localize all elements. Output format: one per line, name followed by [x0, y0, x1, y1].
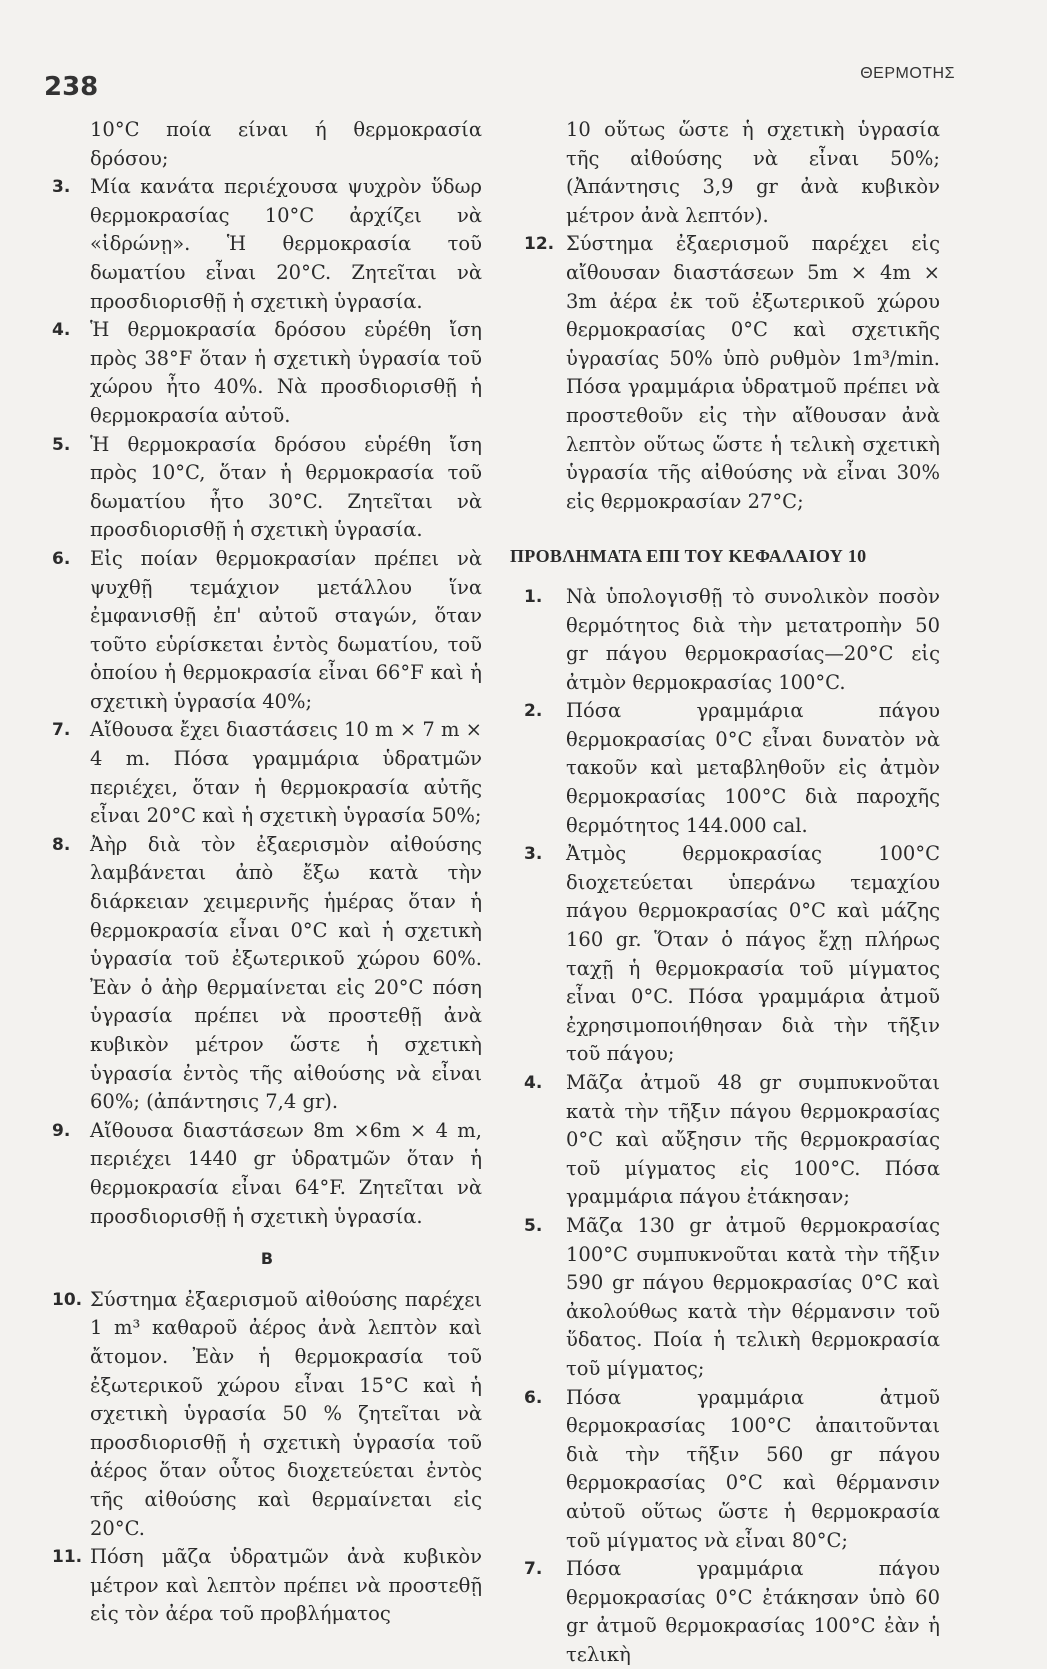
chapter-heading: ΠΡΟΒΛΗΜΑΤΑ ΕΠΙ ΤΟΥ ΚΕΦΑΛΑΙΟΥ 10 — [510, 546, 867, 567]
problem-number: 6. — [524, 1387, 543, 1408]
chapter-problem-5 — [510, 1212, 940, 1384]
problem-9 — [52, 1117, 482, 1231]
right-column — [510, 116, 940, 1669]
problem-number: 4. — [52, 320, 71, 341]
problem-3 — [52, 173, 482, 316]
problem-7 — [52, 716, 482, 830]
chapter-problem-4 — [510, 1069, 940, 1212]
problem-text: Ἀτμὸς θερμοκρασίας 100°C διοχετεύεται ὑπεράνω τεμαχίου πάγου θερμοκρασίας 0°C καὶ μάζης 160 gr. Ὅταν ὁ πάγος ἔχῃ πλήρως ταχῇ ἡ θερμοκρασία τοῦ μίγματος εἶναι 0°C. Πόσα γραμμάρια ἀτμοῦ ἐχρησιμοποιήθησαν διὰ τὴν τῆξιν τοῦ πάγου; — [566, 842, 940, 1066]
problem-text: Νὰ ὑπολογισθῇ τὸ συνολικὸν ποσὸν θερμότητος διὰ τὴν μετατροπὴν 50 gr πάγου θερμοκρασίας—20°C εἰς ἀτμὸν θερμοκρασίας 100°C. — [566, 584, 940, 694]
problem-text: Μᾶζα ἀτμοῦ 48 gr συμπυκνοῦται κατὰ τὴν τῆξιν πάγου θερμοκρασίας 0°C καὶ αὔξησιν τῆς θερμοκρασίας τοῦ μίγματος εἰς 100°C. Πόσα γραμμάρια πάγου ἐτάκησαν; — [566, 1071, 940, 1209]
problem-text: Πόσα γραμμάρια πάγου θερμοκρασίας 0°C ἐτάκησαν ὑπὸ 60 gr ἀτμοῦ θερμοκρασίας 100°C ἐὰν ἡ τελικὴ — [566, 1557, 940, 1666]
problem-5 — [52, 431, 482, 545]
problem-number: 5. — [524, 1215, 543, 1236]
problem-text: Σύστημα ἐξαερισμοῦ παρέχει εἰς αἴθουσαν διαστάσεων 5m × 4m × 3m ἀέρα ἐκ τοῦ ἐξωτερικοῦ χώρου θερμοκρασίας 0°C καὶ σχετικῆς ὑγρασίας 50% ὑπὸ ρυθμὸν 1m³/min. Πόσα γραμμάρια ὑδρατμοῦ πρέπει νὰ προστεθοῦν εἰς τὴν αἴθουσαν ἀνὰ λεπτὸν οὕτως ὥστε ἡ τελικὴ σχετικὴ ὑγρασία τῆς αἰθούσης νὰ εἶναι 30% εἰς θερμοκρασίαν 27°C; — [566, 232, 940, 513]
problem-text: Αἴθουσα ἔχει διαστάσεις 10 m × 7 m × 4 m. Πόσα γραμμάρια ὑδρατμῶν περιέχει, ὅταν ἡ θερμοκρασία αὐτῆς εἶναι 20°C καὶ ἡ σχετικὴ ὑγρασία 50%; — [90, 718, 482, 828]
running-head: ΘΕΡΜΟΤΗΣ — [860, 65, 955, 82]
problem-number: 11. — [52, 1547, 83, 1568]
problem-number: 9. — [52, 1120, 71, 1141]
problem-number: 3. — [524, 844, 543, 865]
problem-number: 3. — [52, 177, 71, 198]
problem-10 — [52, 1286, 482, 1543]
problem-number: 5. — [52, 434, 71, 455]
problem-text: Πόσα γραμμάρια πάγου θερμοκρασίας 0°C εἶναι δυνατὸν νὰ τακοῦν καὶ μεταβληθοῦν εἰς ἀτμὸν θερμοκρασίας 100°C διὰ παροχῆς θερμότητος 144.000 cal. — [566, 699, 940, 837]
problem-text: Αἴθουσα διαστάσεων 8m ×6m × 4 m, περιέχει 1440 gr ὑδρατμῶν ὅταν ἡ θερμοκρασία εἶναι 64°F. Ζητεῖται νὰ προσδιορισθῇ ἡ σχετικὴ ὑγρασία. — [90, 1118, 482, 1228]
left-column — [52, 116, 482, 1629]
problem-text: Ἡ θερμοκρασία δρόσου εὑρέθη ἴση πρὸς 38°F ὅταν ἡ σχετικὴ ὑγρασία τοῦ χώρου ἦτο 40%. Νὰ προσδιορισθῇ ἡ θερμοκρασία αὐτοῦ. — [90, 318, 482, 427]
chapter-problem-2 — [510, 697, 940, 840]
problem-text: Ἀὴρ διὰ τὸν ἐξαερισμὸν αἰθούσης λαμβάνεται ἀπὸ ἔξω κατὰ τὴν διάρκειαν χειμερινῆς ἡμέρας ὅταν ἡ θερμοκρασία εἶναι 0°C καὶ ἡ σχετικὴ ὑγρασία τοῦ ἐξωτερικοῦ χώρου 60%. Ἐὰν ὁ ἀὴρ θερμαίνεται εἰς 20°C πόση ὑγρασία πρέπει νὰ προστεθῇ ἀνὰ κυβικὸν μέτρον ὥστε ἡ σχετικὴ ὑγρασία ἐντὸς τῆς αἰθούσης νὰ εἶναι 60%; (ἀπάντησις 7,4 gr). — [90, 832, 482, 1114]
problem-text: Πόσα γραμμάρια ἀτμοῦ θερμοκρασίας 100°C ἀπαιτοῦνται διὰ τὴν τῆξιν 560 gr πάγου θερμοκρασίας 0°C καὶ θέρμανσιν αὐτοῦ οὕτως ὥστε ἡ θερμοκρασία τοῦ μίγματος νὰ εἶναι 80°C; — [566, 1385, 940, 1552]
problem-text: Πόση μᾶζα ὑδρατμῶν ἀνὰ κυβικὸν μέτρον καὶ λεπτὸν πρέπει νὰ προστεθῇ εἰς τὸν ἀέρα τοῦ προβλήματος — [90, 1545, 482, 1626]
problem-number: 6. — [52, 548, 71, 569]
chapter-problem-7 — [510, 1555, 940, 1669]
chapter-problem-3 — [510, 840, 940, 1069]
section-label-b: Β — [260, 1249, 274, 1269]
problem-number: 4. — [524, 1073, 543, 1093]
problem-text: Σύστημα ἐξαερισμοῦ αἰθούσης παρέχει 1 m³ καθαροῦ ἀέρος ἀνὰ λεπτὸν καὶ ἄτομον. Ἐὰν ἡ θερμοκρασία τοῦ ἐξωτερικοῦ χώρου εἶναι 15°C καὶ ἡ σχετικὴ ὑγρασία 50 % ζητεῖται νὰ προσδιορισθῇ ἡ σχετικὴ ὑγρασία τοῦ ἀέρος ὅταν οὗτος διοχετεύεται ἐντὸς τῆς αἰθούσης καὶ θερμαίνεται εἰς 20°C. — [90, 1287, 482, 1540]
problem-number: 2. — [524, 701, 543, 722]
continued-text: 10 οὕτως ὥστε ἡ σχετικὴ ὑγρασία τῆς αἰθούσης νὰ εἶναι 50%; (Ἀπάντησις 3,9 gr ἀνὰ κυβικὸν μέτρον ἀνὰ λεπτόν). — [566, 118, 940, 227]
problem-text: Ἡ θερμοκρασία δρόσου εὑρέθη ἴση πρὸς 10°C, ὅταν ἡ θερμοκρασία τοῦ δωματίου ἦτο 30°C. Ζητεῖται νὰ προσδιορισθῇ ἡ σχετικὴ ὑγρασία. — [90, 432, 482, 542]
chapter-problem-6 — [510, 1384, 940, 1556]
problem-4 — [52, 316, 482, 430]
problem-number: 7. — [52, 720, 71, 741]
problem-11 — [52, 1543, 482, 1629]
continued-text: 10°C ποία είναι ή θερμοκρασία δρόσου; — [90, 118, 482, 170]
problem-number: 8. — [52, 834, 71, 855]
problem-number: 12. — [524, 234, 555, 255]
problem-6 — [52, 545, 482, 717]
page-number: 238 — [44, 72, 99, 102]
problem-8 — [52, 831, 482, 1117]
problem-text: Μία κανάτα περιέχουσα ψυχρὸν ὕδωρ θερμοκρασίας 10°C ἀρχίζει νὰ «ἱδρώνῃ». Ἡ θερμοκρασία τοῦ δωματίου εἶναι 20°C. Ζητεῖται νὰ προσδιορισθῇ ἡ σχετικὴ ὑγρασία. — [90, 175, 482, 313]
problem-number: 7. — [524, 1559, 543, 1580]
problem-text: Εἰς ποίαν θερμοκρασίαν πρέπει νὰ ψυχθῇ τεμάχιον μετάλλου ἵνα ἐμφανισθῇ ἐπ' αὐτοῦ σταγών, ὅταν τοῦτο εὑρίσκεται ἐντὸς δωματίου, τοῦ ὁποίου ἡ θερμοκρασία εἶναι 66°F καὶ ἡ σχετικὴ ὑγρασία 40%; — [90, 546, 482, 713]
problem-number: 1. — [524, 586, 543, 607]
problem-text: Μᾶζα 130 gr ἀτμοῦ θερμοκρασίας 100°C συμπυκνοῦται κατὰ τὴν τῆξιν 590 gr πάγου θερμοκρασίας 0°C καὶ ἀκολούθως κατὰ τὴν θέρμανσιν τοῦ ὕδατος. Ποία ἡ τελικὴ θερμοκρασία τοῦ μίγματος; — [566, 1213, 940, 1380]
chapter-problem-1 — [510, 583, 940, 697]
problem-number: 10. — [52, 1289, 83, 1310]
problem-12 — [510, 230, 940, 516]
